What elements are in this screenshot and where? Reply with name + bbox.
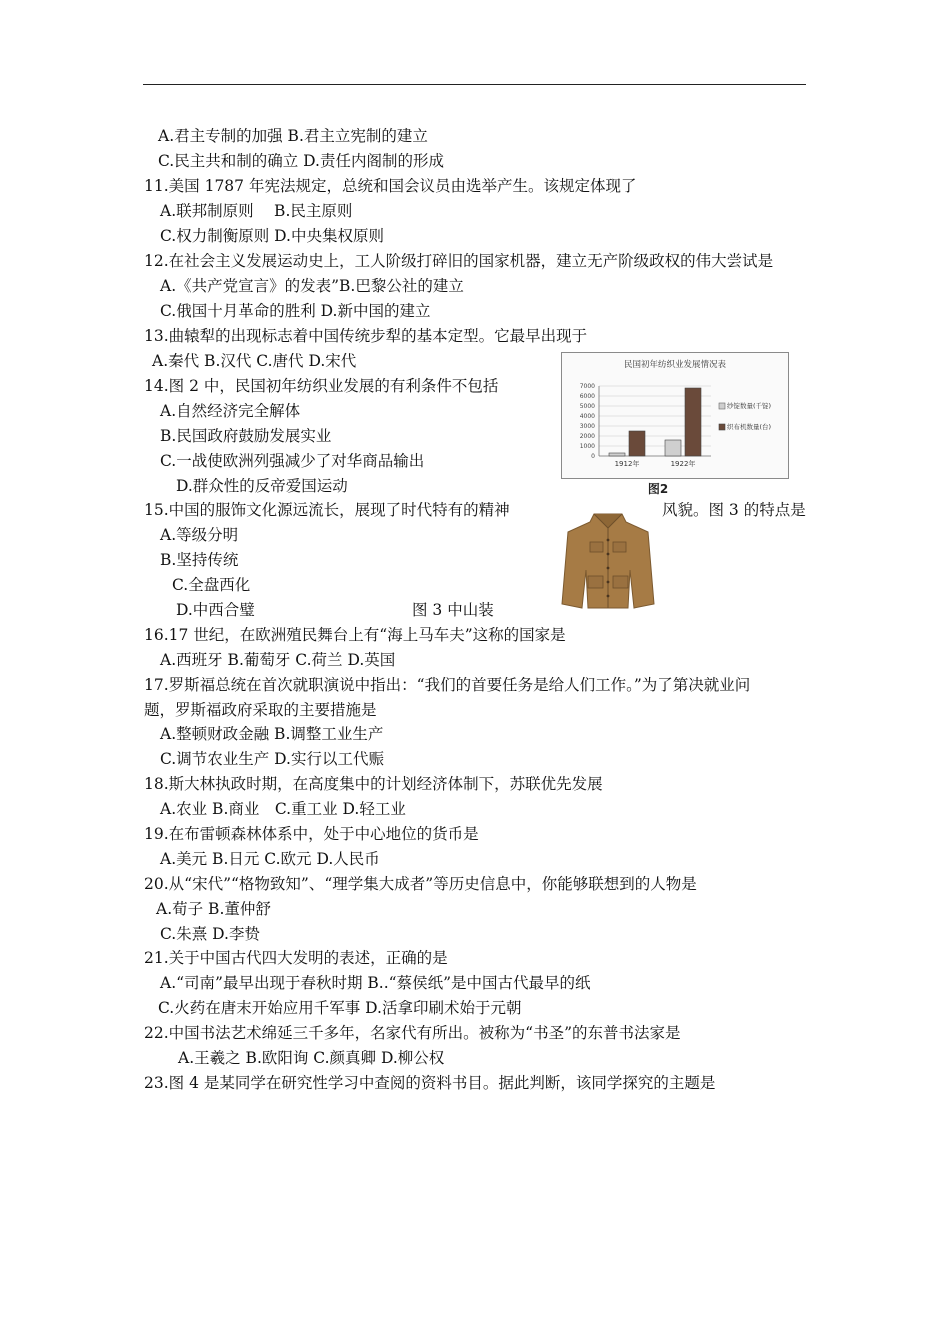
q15-stem: 15.中国的服饰文化源远流长，展现了时代特有的精神 — [144, 501, 510, 519]
zhongshan-suit-image — [560, 508, 656, 612]
x-tick-label: 1922年 — [670, 460, 696, 468]
y-tick-label: 4000 — [579, 413, 595, 420]
y-tick-label: 7000 — [579, 383, 595, 390]
q18-options: A.农业 B.商业 C.重工业 D.轻工业 — [160, 800, 406, 818]
bar-spindles-1912年 — [609, 453, 625, 456]
q17-stem-cont: 题，罗斯福政府采取的主要措施是 — [144, 701, 377, 719]
y-tick-label: 2000 — [579, 433, 595, 440]
q23-stem: 23.图 4 是某同学在研究性学习中查阅的资料书目。据此判断，该同学探究的主题是 — [144, 1074, 716, 1092]
q15-option-b: B.坚持传统 — [160, 551, 239, 569]
q19-options: A.美元 B.日元 C.欧元 D.人民币 — [160, 850, 380, 868]
q20-stem: 20.从“宋代”“格物致知”、“理学集大成者”等历史信息中，你能够联想到的人物是 — [144, 875, 697, 893]
q15-stem-tail: 风貌。图 3 的特点是 — [662, 501, 806, 519]
header-rule — [143, 84, 806, 85]
bar-looms-1922年 — [685, 388, 701, 456]
legend-label-looms: 织布机数量(台) — [727, 423, 772, 431]
q21-stem: 21.关于中国古代四大发明的表述，正确的是 — [144, 949, 448, 967]
q10-options-ab: A.君主专制的加强 B.君主立宪制的建立 — [158, 127, 428, 145]
legend-label-spindles: 纱锭数量(千锭) — [727, 402, 772, 410]
q14-option-c: C.一战使欧洲列强减少了对华商品输出 — [160, 452, 425, 470]
q13-options: A.秦代 B.汉代 C.唐代 D.宋代 — [152, 352, 357, 370]
q22-stem: 22.中国书法艺术绵延三千多年，名家代有所出。被称为“书圣”的东普书法家是 — [144, 1024, 681, 1042]
y-tick-label: 1000 — [579, 443, 595, 450]
legend-swatch-spindles — [719, 403, 725, 409]
legend-swatch-looms — [719, 424, 725, 430]
y-tick-label: 6000 — [579, 393, 595, 400]
q12-options-ab: A.《共产党宣言》的发表”B.巴黎公社的建立 — [160, 277, 464, 295]
q12-stem: 12.在社会主义发展运动史上，工人阶级打碎旧的国家机器，建立无产阶级政权的伟大尝试是 — [144, 252, 774, 270]
bar-spindles-1922年 — [665, 440, 681, 456]
q16-options: A.西班牙 B.葡萄牙 C.荷兰 D.英国 — [160, 651, 396, 669]
q19-stem: 19.在布雷顿森林体系中，处于中心地位的货币是 — [144, 825, 479, 843]
q21-options-cd: C.火药在唐末开始应用千军事 D.活拿印刷术始于元朝 — [158, 999, 522, 1017]
q11-stem: 11.美国 1787 年宪法规定，总统和国会议员由选举产生。该规定体现了 — [144, 177, 637, 195]
chart-title: 民国初年纺织业发展情况表 — [623, 360, 727, 370]
figure3-caption: 图 3 中山装 — [412, 601, 494, 619]
q17-options-cd: C.调节农业生产 D.实行以工代赈 — [160, 750, 384, 768]
y-tick-label: 0 — [591, 453, 595, 460]
q20-options-ab: A.荀子 B.董仲舒 — [156, 900, 271, 918]
q11-options-cd: C.权力制衡原则 D.中央集权原则 — [160, 227, 384, 245]
q21-options-ab: A.“司南”最早出现于春秋时期 B..“蔡侯纸”是中国古代最早的纸 — [160, 974, 591, 992]
q17-stem: 17.罗斯福总统在首次就职演说中指出：“我们的首要任务是给人们工作。”为了第决就业问 — [144, 676, 751, 694]
q14-stem: 14.图 2 中，民国初年纺织业发展的有利条件不包括 — [144, 377, 499, 395]
q14-option-d: D.群众性的反帝爱国运动 — [176, 477, 348, 495]
figure2-caption: 图2 — [647, 482, 669, 496]
q12-options-cd: C.俄国十月革命的胜利 D.新中国的建立 — [160, 302, 431, 320]
y-tick-label: 5000 — [579, 403, 595, 410]
q20-options-cd: C.朱熹 D.李贽 — [160, 925, 260, 943]
q22-options: A.王羲之 B.欧阳询 C.颜真卿 D.柳公权 — [178, 1049, 445, 1067]
x-tick-label: 1912年 — [614, 460, 640, 468]
bar-looms-1912年 — [629, 431, 645, 456]
y-tick-label: 3000 — [579, 423, 595, 430]
q14-option-b: B.民国政府鼓励发展实业 — [160, 427, 332, 445]
q15-option-c: C.全盘西化 — [172, 576, 251, 594]
q15-option-a: A.等级分明 — [160, 526, 239, 544]
q14-option-a: A.自然经济完全解体 — [160, 402, 301, 420]
q13-stem: 13.曲辕犁的出现标志着中国传统步犁的基本定型。它最早出现于 — [144, 327, 588, 345]
figure2-chart — [561, 352, 805, 500]
q15-option-d: D.中西合璧 — [176, 601, 255, 619]
q16-stem: 16.17 世纪，在欧洲殖民舞台上有“海上马车夫”这称的国家是 — [144, 626, 566, 644]
q17-options-ab: A.整顿财政金融 B.调整工业生产 — [160, 725, 384, 743]
q10-options-cd: C.民主共和制的确立 D.责任内阁制的形成 — [158, 152, 444, 170]
q11-options-ab: A.联邦制原则 B.民主原则 — [160, 202, 353, 220]
q18-stem: 18.斯大林执政时期，在高度集中的计划经济体制下，苏联优先发展 — [144, 775, 603, 793]
